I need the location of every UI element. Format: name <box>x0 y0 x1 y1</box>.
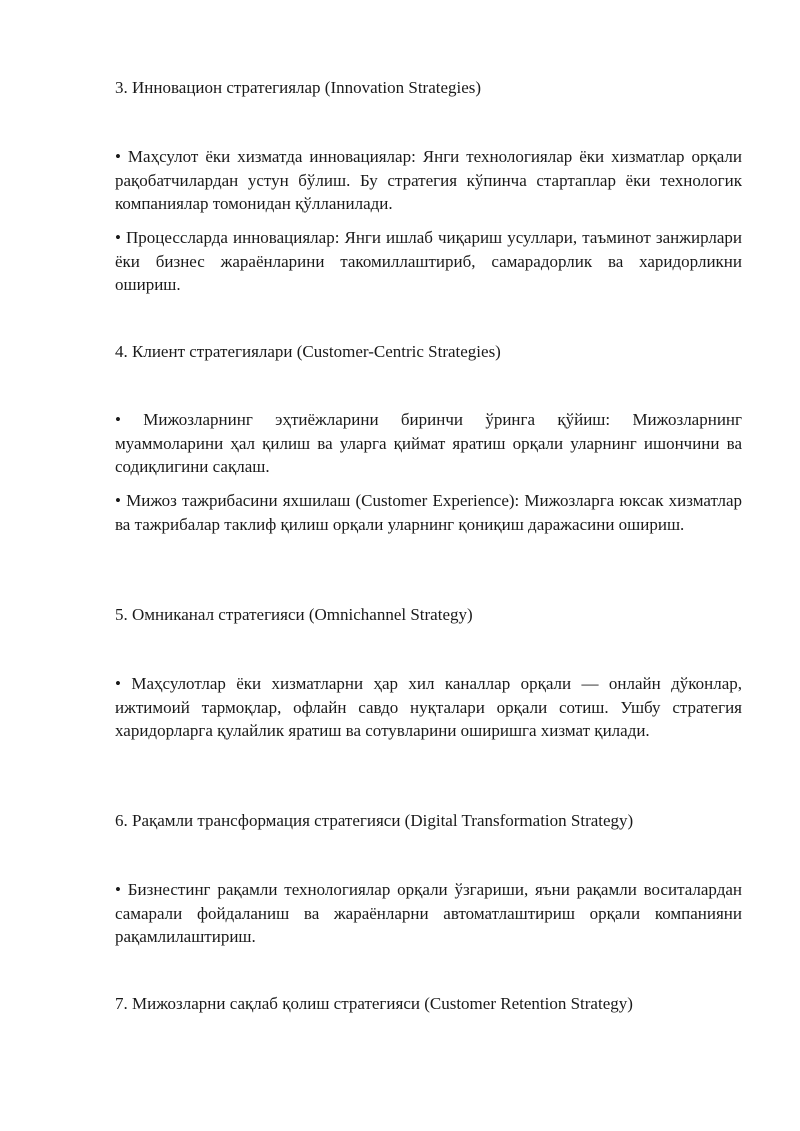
section-heading-innovation: 3. Инновацион стратегиялар (Innovation Strategies) <box>115 78 482 97</box>
paragraph-digital-transformation: • Бизнестинг рақамли технологиялар орқали ўзгариши, яъни рақамли воситалардан самарали фойдаланиш ва жараёнларни автоматлаштириш орқали компанияни рақамлилаштириш. <box>115 880 742 946</box>
section-heading-omnichannel: 5. Омниканал стратегияси (Omnichannel Strategy) <box>115 605 473 624</box>
paragraph-omnichannel: • Маҳсулотлар ёки хизматларни ҳар хил каналлар орқали — онлайн дўконлар, ижтимоий тармоқлар, офлайн савдо нуқталари орқали сотиш. Ушбу стратегия харидорларга қулайлик яратиш ва сотувларини оширишга хизмат қилади. <box>115 674 742 740</box>
section-heading-customer-centric: 4. Клиент стратегиялари (Customer-Centric Strategies) <box>115 342 501 361</box>
paragraph-product-innovation: • Маҳсулот ёки хизматда инновациялар: Янги технологиялар ёки хизматлар орқали рақобатчилардан устун бўлиш. Бу стратегия кўпинча стартаплар ёки технологик компаниялар томонидан қўлланилади. <box>115 147 742 213</box>
section-heading-customer-retention: 7. Мижозларни сақлаб қолиш стратегияси (Customer Retention Strategy) <box>115 994 633 1013</box>
paragraph-customer-experience: • Мижоз тажрибасини яхшилаш (Customer Experience): Мижозларга юксак хизматлар ва тажрибалар таклиф қилиш орқали уларнинг қониқиш даражасини ошириш. <box>115 491 742 534</box>
paragraph-process-innovation: • Процессларда инновациялар: Янги ишлаб чиқариш усуллари, таъминот занжирлари ёки бизнес жараёнларини такомиллаштириб, самарадорлик ва харидорликни ошириш. <box>115 228 742 294</box>
paragraph-customer-needs: • Мижозларнинг эҳтиёжларини биринчи ўринга қўйиш: Мижозларнинг муаммоларини ҳал қилиш ва уларга қиймат яратиш орқали уларнинг ишончини ва содиқлигини сақлаш. <box>115 410 742 476</box>
section-heading-digital-transformation: 6. Рақамли трансформация стратегияси (Digital Transformation Strategy) <box>115 811 634 830</box>
